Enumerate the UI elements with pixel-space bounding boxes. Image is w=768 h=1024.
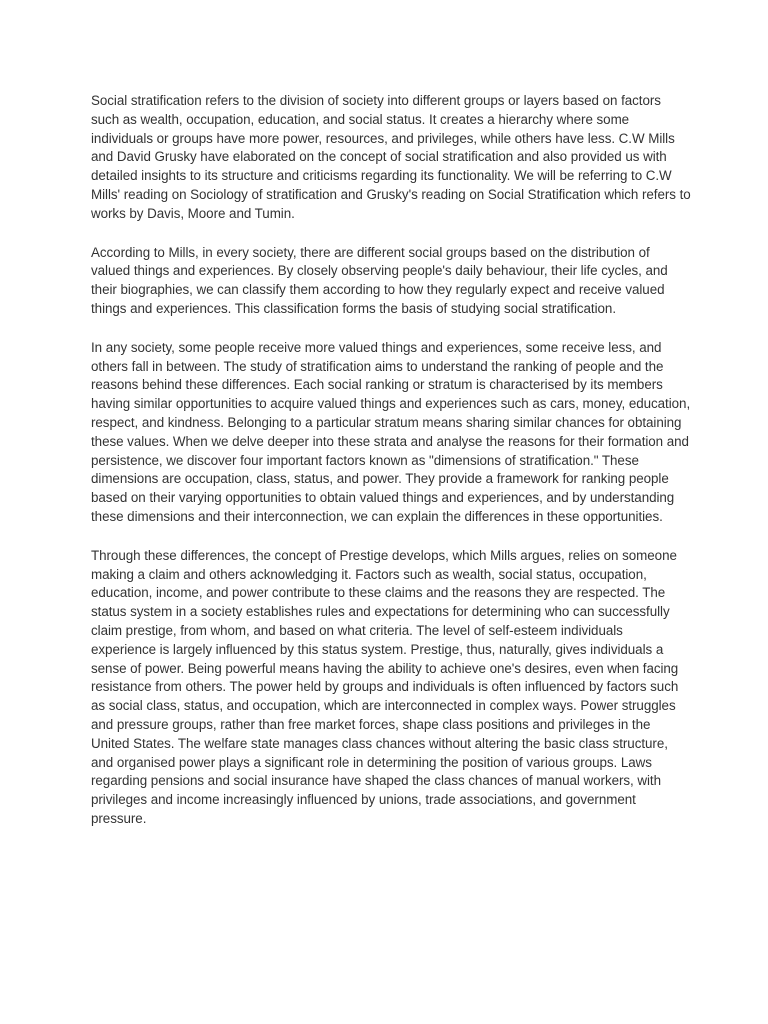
paragraph-2: According to Mills, in every society, there are different social groups based on the distribution of valued things and experiences. By closely observing people's daily behaviour, their life cycles, and their biographies, we can classify them according to how they regularly expect and receive valued things and experiences. This classification forms the basis of studying social stratification. bbox=[91, 244, 668, 316]
document-body bbox=[91, 92, 691, 849]
paragraph-1: Social stratification refers to the division of society into different groups or layers based on factors such as wealth, occupation, education, and social status. It creates a hierarchy where some individuals or groups have more power, resources, and privileges, while others have less. C.W Mills and David Grusky have elaborated on the concept of social stratification and also provided us with detailed insights to its structure and criticisms regarding its functionality. We will be referring to C.W Mills' reading on Sociology of stratification and Grusky's reading on Social Stratification which refers to works by Davis, Moore and Tumin. bbox=[91, 93, 691, 221]
paragraph-3: In any society, some people receive more valued things and experiences, some receive less, and others fall in between. The study of stratification aims to understand the ranking of people and the reasons behind these differences. Each social ranking or stratum is characterised by its members having similar opportunities to acquire valued things and experiences such as cars, money, education, respect, and kindness. Belonging to a particular stratum means sharing similar chances for obtaining these values. When we delve deeper into these strata and analyse the reasons for their formation and persistence, we discover four important factors known as "dimensions of stratification." These dimensions are occupation, class, status, and power. They provide a framework for ranking people based on their varying opportunities to obtain valued things and experiences, and by understanding these dimensions and their interconnection, we can explain the differences in these opportunities. bbox=[91, 339, 691, 524]
paragraph-4: Through these differences, the concept of Prestige develops, which Mills argues, relies on someone making a claim and others acknowledging it. Factors such as wealth, social status, occupation, education, income, and power contribute to these claims and the reasons they are respected. The status system in a society establishes rules and expectations for determining who can successfully claim prestige, from whom, and based on what criteria. The level of self-esteem individuals experience is largely influenced by this status system. Prestige, thus, naturally, gives individuals a sense of power. Being powerful means having the ability to achieve one's desires, even when facing resistance from others. The power held by groups and individuals is often influenced by factors such as social class, status, and occupation, which are interconnected in complex ways. Power struggles and pressure groups, rather than free market forces, shape class positions and privileges in the United States. The welfare state manages class chances without altering the basic class structure, and organised power plays a significant role in determining the position of various groups. Laws regarding pensions and social insurance have shaped the class chances of manual workers, with privileges and income increasingly influenced by unions, trade associations, and government pressure. bbox=[91, 547, 679, 826]
